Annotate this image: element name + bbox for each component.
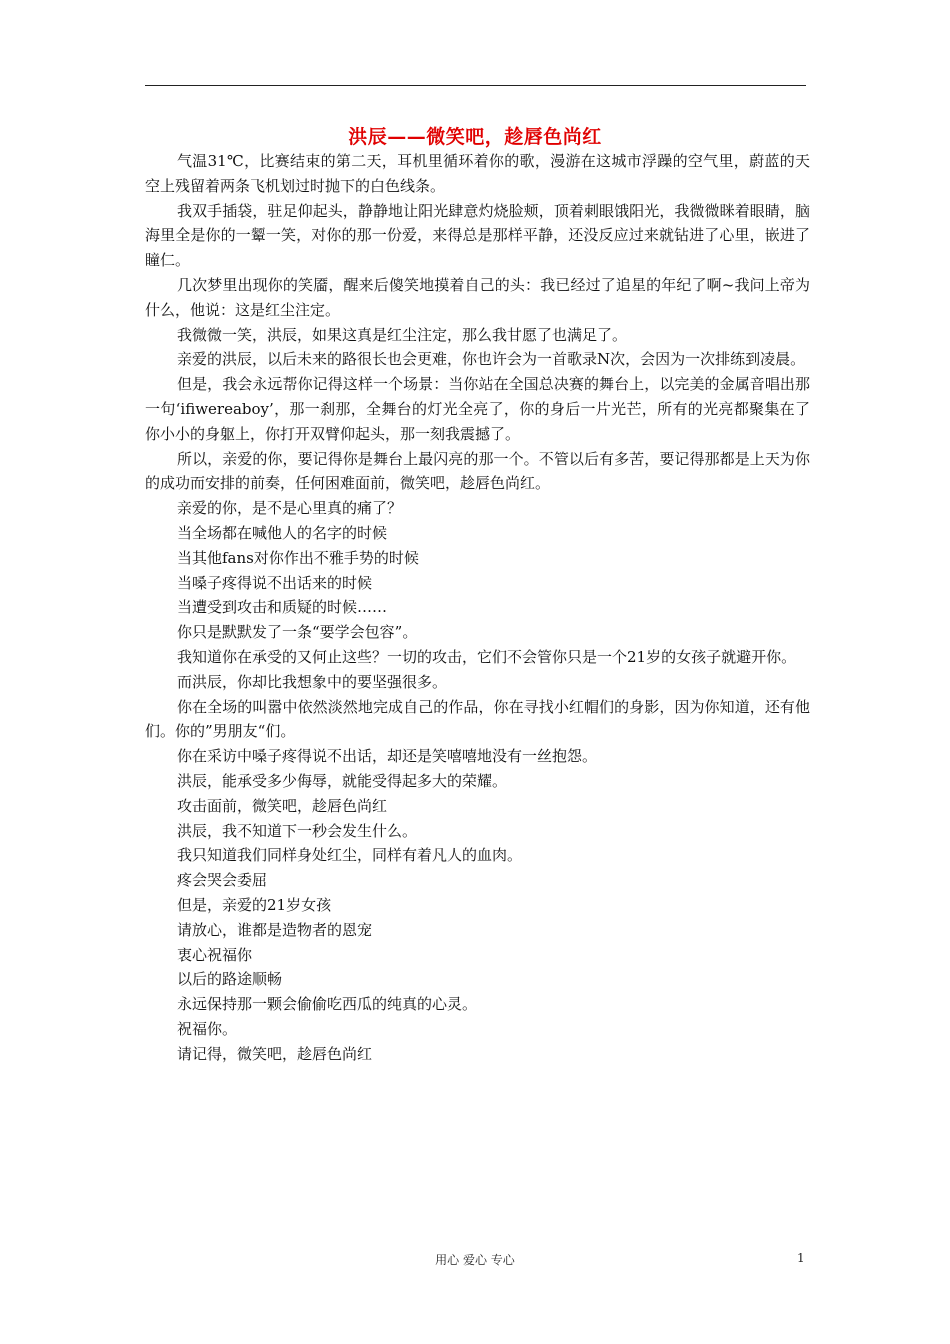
- paragraph: 你在全场的叫嚣中依然淡然地完成自己的作品，你在寻找小红帽们的身影，因为你知道，还有他们。你的”男朋友“们。: [145, 697, 810, 741]
- paragraph: 你在采访中嗓子疼得说不出话，却还是笑嘻嘻地没有一丝抱怨。: [177, 747, 598, 766]
- paragraph: 亲爱的洪辰，以后未来的路很长也会更难，你也许会为一首歌录N次，会因为一次排练到凌晨。: [177, 350, 806, 369]
- paragraph: 但是，我会永远帮你记得这样一个场景：当你站在全国总决赛的舞台上，以完美的金属音唱出那一句‘ifiwereaboy’，那一刹那，全舞台的灯光全亮了，你的身后一片光芒，所有的光亮都聚集在了你小小的身躯上，你打开双臂仰起头，那一刻我震撼了。: [145, 375, 810, 443]
- paragraph: 而洪辰，你却比我想象中的要坚强很多。: [177, 672, 448, 691]
- paragraph: 我只知道我们同样身处红尘，同样有着凡人的血肉。: [177, 846, 523, 865]
- paragraph: 我双手插袋，驻足仰起头，静静地让阳光肆意灼烧脸颊，顶着刺眼饿阳光，我微微眯着眼睛，脑海里全是你的一颦一笑，对你的那一份爱，来得总是那样平静，还没反应过来就钻进了心里，嵌进了瞳仁。: [145, 201, 810, 270]
- footer-text: 用心 爱心 专心: [435, 1253, 515, 1267]
- article-title: 洪辰——微笑吧，趁唇色尚红: [348, 126, 602, 148]
- paragraph: 洪辰，我不知道下一秒会发生什么。: [177, 821, 418, 840]
- paragraph: 永远保持那一颗会偷偷吃西瓜的纯真的心灵。: [177, 995, 478, 1014]
- paragraph: 亲爱的你，是不是心里真的痛了？: [177, 499, 403, 518]
- header-rule: [145, 85, 806, 86]
- paragraph: 当全场都在喊他人的名字的时候: [177, 523, 388, 542]
- paragraph: 攻击面前，微笑吧，趁唇色尚红: [177, 796, 388, 815]
- paragraph: 请记得，微笑吧，趁唇色尚红: [177, 1044, 373, 1063]
- paragraph: 当其他fans对你作出不雅手势的时候: [177, 548, 419, 567]
- paragraph: 气温31℃，比赛结束的第二天，耳机里循环着你的歌，漫游在这城市浮躁的空气里，蔚蓝的天空上残留着两条飞机划过时抛下的白色线条。: [145, 152, 810, 195]
- paragraph: 但是，亲爱的21岁女孩: [177, 895, 332, 914]
- page-number: 1: [797, 1251, 805, 1265]
- paragraph: 洪辰，能承受多少侮辱，就能受得起多大的荣耀。: [177, 771, 508, 790]
- paragraph: 疼会哭会委屈: [177, 871, 268, 890]
- paragraph: 几次梦里出现你的笑靥，醒来后傻笑地摸着自己的头：我已经过了追星的年纪了啊~我问上帝为什么，他说：这是红尘注定。: [145, 275, 810, 319]
- paragraph: 当嗓子疼得说不出话来的时候: [177, 573, 373, 592]
- paragraph: 以后的路途顺畅: [177, 970, 283, 989]
- paragraph: 衷心祝福你: [177, 945, 253, 964]
- paragraph: 你只是默默发了一条“要学会包容”。: [177, 623, 418, 642]
- paragraph: 所以，亲爱的你，要记得你是舞台上最闪亮的那一个。不管以后有多苦，要记得那都是上天为你的成功而安排的前奏，任何困难面前，微笑吧，趁唇色尚红。: [145, 449, 810, 493]
- paragraph: 当遭受到攻击和质疑的时候……: [177, 598, 388, 617]
- article-body: [145, 149, 810, 1066]
- paragraph: 祝福你。: [177, 1019, 238, 1038]
- paragraph: 请放心，谁都是造物者的恩宠: [177, 920, 373, 939]
- paragraph: 我知道你在承受的又何止这些？一切的攻击，它们不会管你只是一个21岁的女孩子就避开你。: [177, 647, 797, 666]
- paragraph: 我微微一笑，洪辰，如果这真是红尘注定，那么我甘愿了也满足了。: [177, 325, 628, 344]
